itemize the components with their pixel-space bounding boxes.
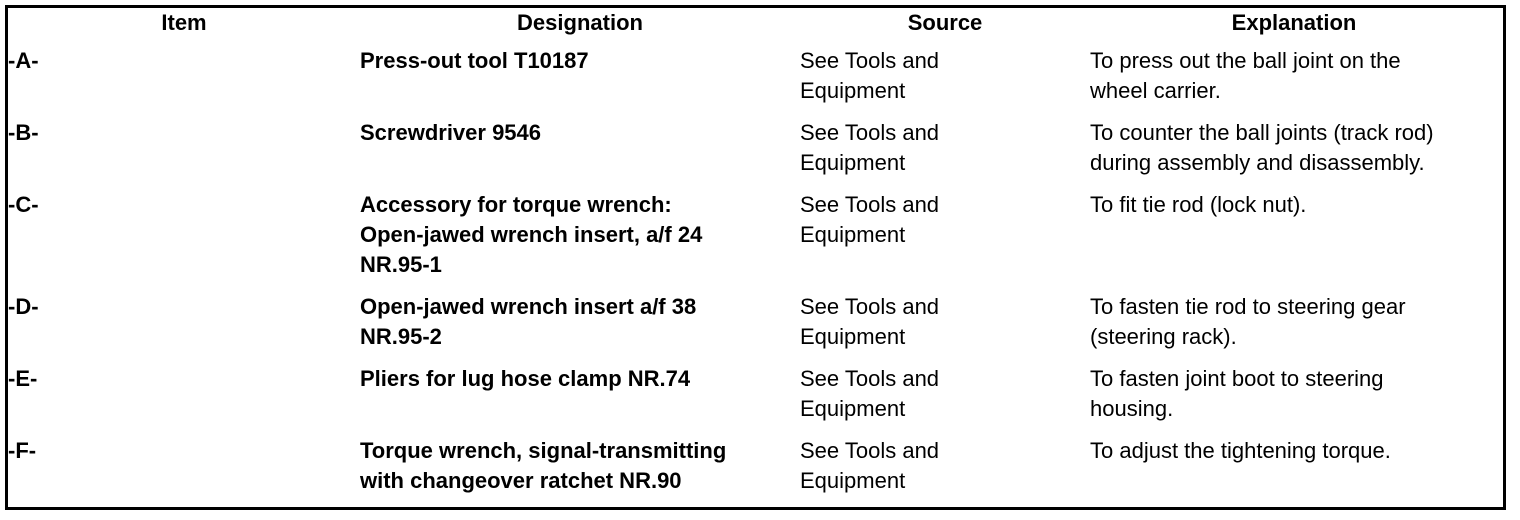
table-row xyxy=(8,46,1498,118)
explanation-line: To fit tie rod (lock nut). xyxy=(1090,192,1307,217)
designation-cell xyxy=(360,190,800,292)
explanation-cell xyxy=(1090,292,1498,364)
header-item: Item xyxy=(161,10,207,35)
source-line: Equipment xyxy=(800,150,906,175)
source-line: Equipment xyxy=(800,78,906,103)
header-row xyxy=(8,10,1498,46)
item-cell: -C- xyxy=(8,192,39,217)
explanation-line: To counter the ball joints (track rod) xyxy=(1090,120,1434,145)
designation-line: Torque wrench, signal-transmitting xyxy=(360,438,727,463)
tools-table xyxy=(8,10,1498,508)
designation-line: Open-jawed wrench insert a/f 38 xyxy=(360,294,697,319)
item-cell: -E- xyxy=(8,366,38,391)
explanation-cell xyxy=(1090,364,1498,436)
source-cell xyxy=(800,364,1090,436)
explanation-line: housing. xyxy=(1090,396,1174,421)
explanation-line: To fasten joint boot to steering xyxy=(1090,366,1384,391)
explanation-cell xyxy=(1090,190,1498,292)
item-cell: -B- xyxy=(8,120,39,145)
designation-cell xyxy=(360,118,800,190)
explanation-line: during assembly and disassembly. xyxy=(1090,150,1425,175)
explanation-line: To adjust the tightening torque. xyxy=(1090,438,1391,463)
source-cell xyxy=(800,46,1090,118)
designation-line: Open-jawed wrench insert, a/f 24 xyxy=(360,222,703,247)
source-line: Equipment xyxy=(800,222,906,247)
source-line: See Tools and xyxy=(800,48,940,73)
item-cell: -F- xyxy=(8,438,37,463)
header-source: Source xyxy=(907,10,983,35)
source-cell xyxy=(800,190,1090,292)
table-row xyxy=(8,292,1498,364)
table-row xyxy=(8,118,1498,190)
explanation-cell xyxy=(1090,46,1498,118)
source-line: See Tools and xyxy=(800,438,940,463)
item-cell: -A- xyxy=(8,48,39,73)
explanation-line: (steering rack). xyxy=(1090,324,1237,349)
explanation-cell xyxy=(1090,436,1498,508)
source-line: See Tools and xyxy=(800,120,940,145)
designation-line: NR.95-2 xyxy=(360,324,442,349)
explanation-line: wheel carrier. xyxy=(1090,78,1221,103)
table-row xyxy=(8,190,1498,292)
source-line: See Tools and xyxy=(800,294,940,319)
item-cell: -D- xyxy=(8,294,39,319)
source-line: Equipment xyxy=(800,396,906,421)
source-line: See Tools and xyxy=(800,192,940,217)
designation-line: Pliers for lug hose clamp NR.74 xyxy=(360,366,691,391)
designation-cell xyxy=(360,436,800,508)
explanation-line: To fasten tie rod to steering gear xyxy=(1090,294,1406,319)
source-cell xyxy=(800,292,1090,364)
designation-cell xyxy=(360,46,800,118)
designation-cell xyxy=(360,292,800,364)
header-designation: Designation xyxy=(517,10,643,35)
source-cell xyxy=(800,118,1090,190)
source-cell xyxy=(800,436,1090,508)
source-line: Equipment xyxy=(800,324,906,349)
designation-line: Accessory for torque wrench: xyxy=(360,192,672,217)
explanation-line: To press out the ball joint on the xyxy=(1090,48,1401,73)
table-row xyxy=(8,436,1498,508)
source-line: See Tools and xyxy=(800,366,940,391)
explanation-cell xyxy=(1090,118,1498,190)
designation-line: Press-out tool T10187 xyxy=(360,48,589,73)
source-line: Equipment xyxy=(800,468,906,493)
designation-line: Screwdriver 9546 xyxy=(360,120,542,145)
table-row xyxy=(8,364,1498,436)
designation-line: with changeover ratchet NR.90 xyxy=(360,468,682,493)
designation-cell xyxy=(360,364,800,436)
designation-line: NR.95-1 xyxy=(360,252,442,277)
header-explanation: Explanation xyxy=(1231,10,1357,35)
